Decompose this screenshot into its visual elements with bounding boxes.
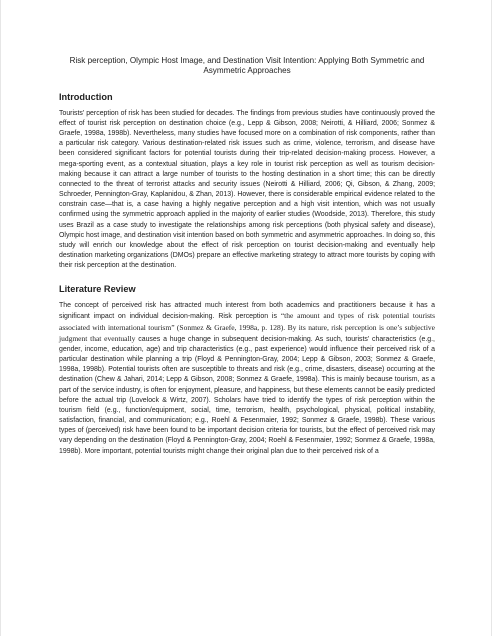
introduction-paragraph: Tourists’ perception of risk has been studied for decades. The findings from previous studies have continuously proved the effect of tourist risk perception on destination choice (e.g., Lepp & Gibson, 2008; Neirotti, & Hilliard, 2006; Sonmez & Graefe, 1998a, 1998b). Nevertheless, many studies have focused more on a combination of risk components, rather than a particular risk category. Various destination-related risk issues such as crime, violence, terrorism, and disease have been considered significant factors for potential tourists during their trip-related decision-making process. However, a mega-sporting event, as a contextual situation, plays a key role in tourist risk perception as well as tourism decision-making because it can attract a large number of tourists to the hosting destination in a short time; this can be directly connected to the threat of terrorist attacks and security issues (Neirotti & Hilliard, 2006; Qi, Gibson, & Zhang, 2009; Schroeder, Pennington-Gray, Kaplanidou, & Zhan, 2013). However, there is considerable empirical evidence related to the constrain case—that is, a case having a highly negative perception and a high visit intention, which was not usually confirmed using the symmetric approach applied in the majority of earlier studies (Woodside, 2013). Therefore, this study uses Brazil as a case study to investigate the relationships among risk perceptions (both physical safety and disease), Olympic host image, and destination visit intention based on both symmetric and asymmetric approaches. In doing so, this study will enrich our knowledge about the effect of risk perception on tourist decision-making and eventually help destination marketing organizations (DMOs) prepare an effective marketing strategy to attract more tourists by coping with their risk perception at the destination.: [59, 109, 435, 270]
paper-title: Risk perception, Olympic Host Image, and Destination Visit Intention: Applying Both Symmetric and Asymmetric Approaches: [69, 56, 425, 76]
literature-review-text-part1: The concept of perceived risk has attracted much interest from both academics and practitioners because it has a significant impact on individual decision-making. Risk perception is: [59, 302, 435, 321]
section-heading-literature-review: Literature Review: [59, 284, 136, 295]
literature-review-paragraph: [59, 301, 435, 456]
literature-review-text-part2: causes a huge change in subsequent decision-making. As such, tourists’ characteristics (e.g., gender, income, education, age) and trip characteristics (e.g., past experience) would influence their perceived risk of a particular destination while planning a trip (Floyd & Pennington-Gray, 2004; Lepp & Gibson, 2003; Sonmez & Graefe, 1998a, 1998b). Potential tourists often are susceptible to threats and risk (e.g., crime, disasters, disease) occurring at the destination (Chew & Jahari, 2014; Lepp & Gibson, 2008; Sonmez & Graefe, 1998a). This is mainly because tourism, as a part of the service industry, is often for enjoyment, pleasure, and happiness, but these elements cannot be easily predicted before the actual trip (Lovelock & Wirtz, 2007). Scholars have tried to identify the types of risk perception within the tourism field (e.g., function/equipment, social, time, terrorism, health, psychological, physical, political instability, satisfaction, financial, and communication; e.g., Roehl & Fesenmaier, 1992; Sonmez & Graefe, 1998b). These various types of (perceived) risk have been found to be important decision criteria for tourists, but the effect of perceived risk may vary depending on the destination (Floyd & Pennington-Gray, 2004; Roehl & Fesenmaier, 1992; Sonmez & Graefe, 1998a, 1998b). More important, potential tourists might change their original plan due to their perceived risk of a: [59, 335, 435, 455]
section-gap: [59, 271, 435, 283]
page-content: [59, 56, 435, 457]
section-heading-introduction: Introduction: [59, 91, 113, 102]
risk-perception-quote: “the amount and types of risk potential tourists associated with international tourism” (Sonmez & Graefe, 1998a, p. 128). By its nature, risk perception is one’s subjective judgment that eventually: [59, 311, 435, 343]
